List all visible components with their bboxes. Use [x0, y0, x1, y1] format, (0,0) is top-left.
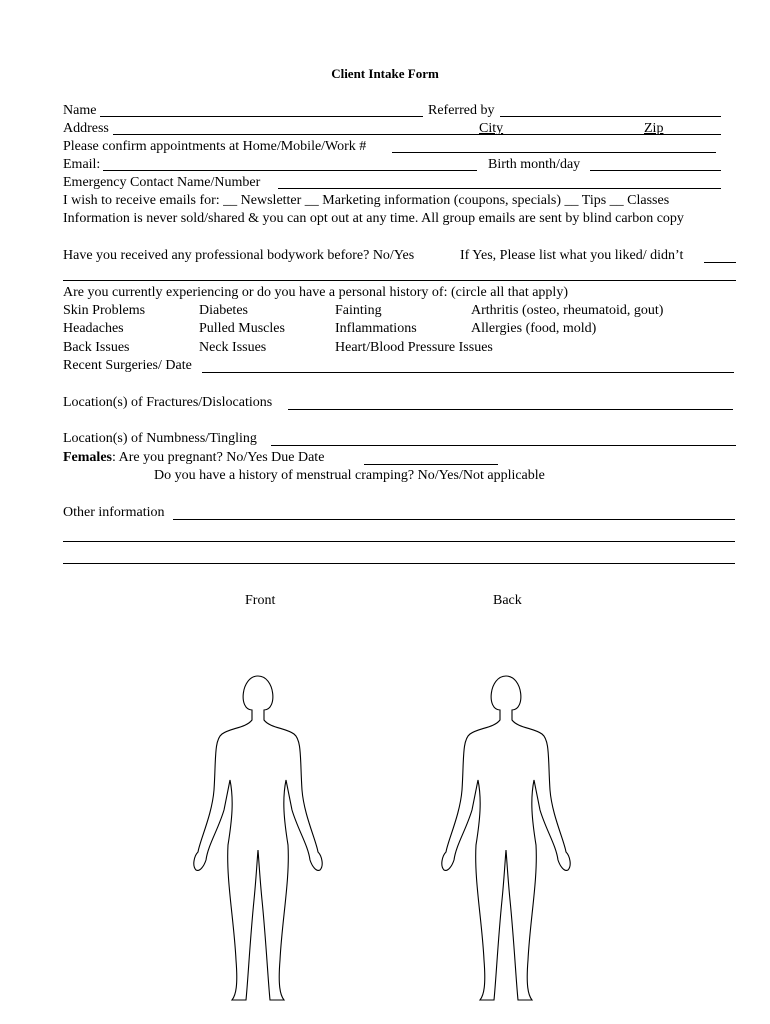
confirm-appointments-label: Please confirm appointments at Home/Mobile/Work #: [63, 139, 367, 154]
condition-neck-issues: Neck Issues: [199, 340, 267, 355]
condition-headaches: Headaches: [63, 321, 124, 336]
condition-heart-bp: Heart/Blood Pressure Issues: [335, 340, 493, 355]
zip-label: Zip: [644, 121, 664, 136]
surgeries-label: Recent Surgeries/ Date: [63, 358, 192, 373]
front-label: Front: [245, 593, 276, 608]
address-label: Address: [63, 121, 109, 136]
form-title: Client Intake Form: [331, 66, 439, 81]
back-label: Back: [493, 593, 522, 608]
condition-skin-problems: Skin Problems: [63, 303, 146, 318]
emergency-label: Emergency Contact Name/Number: [63, 175, 261, 190]
history-question: Are you currently experiencing or do you have a personal history of: (circle all that apply): [63, 285, 568, 300]
other-info-label: Other information: [63, 505, 165, 520]
cramping-question: Do you have a history of menstrual cramping? No/Yes/Not applicable: [154, 468, 545, 483]
fractures-label: Location(s) of Fractures/Dislocations: [63, 395, 273, 410]
numbness-label: Location(s) of Numbness/Tingling: [63, 431, 257, 446]
emails-for-line: I wish to receive emails for: __ Newsletter __ Marketing information (coupons, specials) __ Tips __ Classes: [63, 193, 670, 208]
city-label: City: [479, 121, 504, 136]
condition-diabetes: Diabetes: [199, 303, 248, 318]
condition-allergies: Allergies (food, mold): [471, 321, 597, 336]
condition-pulled-muscles: Pulled Muscles: [199, 321, 285, 336]
bodywork-question: Have you received any professional bodywork before? No/Yes: [63, 248, 415, 263]
condition-fainting: Fainting: [335, 303, 382, 318]
females-label: Females: [63, 450, 112, 465]
email-label: Email:: [63, 157, 101, 172]
referred-by-label: Referred by: [428, 103, 495, 118]
pregnant-question: : Are you pregnant? No/Yes Due Date: [111, 450, 325, 465]
bodywork-list-label: If Yes, Please list what you liked/ didn’t: [460, 248, 684, 263]
name-label: Name: [63, 103, 97, 118]
condition-inflammations: Inflammations: [335, 321, 417, 336]
condition-back-issues: Back Issues: [63, 340, 130, 355]
condition-arthritis: Arthritis (osteo, rheumatoid, gout): [471, 303, 664, 318]
info-note: Information is never sold/shared & you can opt out at any time. All group emails are sent by blind carbon copy: [63, 211, 684, 226]
birth-label: Birth month/day: [488, 157, 581, 172]
